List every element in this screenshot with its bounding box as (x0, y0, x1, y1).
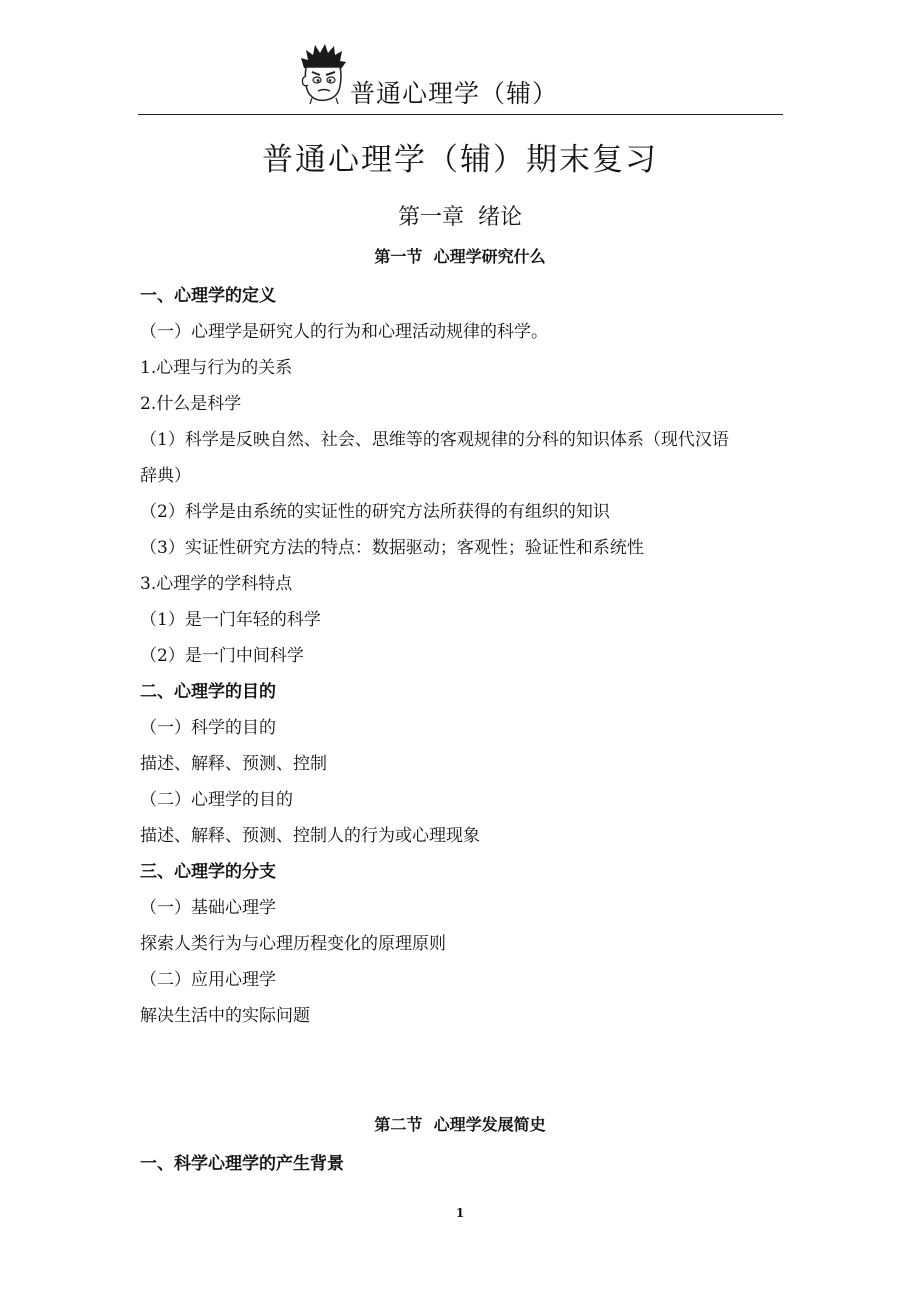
heading-definition: 一、心理学的定义 (140, 286, 276, 306)
page-number: 1 (455, 1206, 465, 1220)
body-line: 解决生活中的实际问题 (140, 1006, 310, 1026)
body-line: 辞典） (140, 466, 191, 486)
body-line: 2.什么是科学 (140, 394, 242, 414)
body-line: （一）科学的目的 (140, 718, 276, 738)
body-line: （1）是一门年轻的科学 (140, 610, 321, 630)
section-title: 第二节 心理学发展简史 (374, 1115, 546, 1134)
body-line: 1.心理与行为的关系 (140, 358, 293, 378)
body-line: （2）科学是由系统的实证性的研究方法所获得的有组织的知识 (140, 502, 610, 522)
heading-background: 一、科学心理学的产生背景 (140, 1154, 344, 1174)
body-line: 3.心理学的学科特点 (140, 574, 293, 594)
body-line: （一）心理学是研究人的行为和心理活动规律的科学。 (140, 322, 548, 342)
body-line: 探索人类行为与心理历程变化的原理原则 (140, 934, 446, 954)
body-line: （一）基础心理学 (140, 898, 276, 918)
header-divider (138, 114, 783, 115)
page-header (138, 36, 783, 116)
body-line: （1）科学是反映自然、社会、思维等的客观规律的分科的知识体系（现代汉语 (140, 430, 729, 450)
heading-branches: 三、心理学的分支 (140, 862, 276, 882)
section-title: 第一节 心理学研究什么 (374, 247, 546, 266)
header-title: 普通心理学（辅） (350, 79, 559, 108)
heading-purpose: 二、心理学的目的 (140, 682, 276, 702)
body-line: 描述、解释、预测、控制人的行为或心理现象 (140, 826, 480, 846)
chapter-title: 第一章 绪论 (398, 205, 522, 230)
body-line: 描述、解释、预测、控制 (140, 754, 327, 774)
document-title: 普通心理学（辅）期末复习 (262, 142, 658, 178)
body-line: （二）应用心理学 (140, 970, 276, 990)
cartoon-face-logo-icon (298, 42, 348, 104)
body-line: （3）实证性研究方法的特点：数据驱动；客观性；验证性和系统性 (140, 538, 644, 558)
body-line: （二）心理学的目的 (140, 790, 293, 810)
body-line: （2）是一门中间科学 (140, 646, 304, 666)
